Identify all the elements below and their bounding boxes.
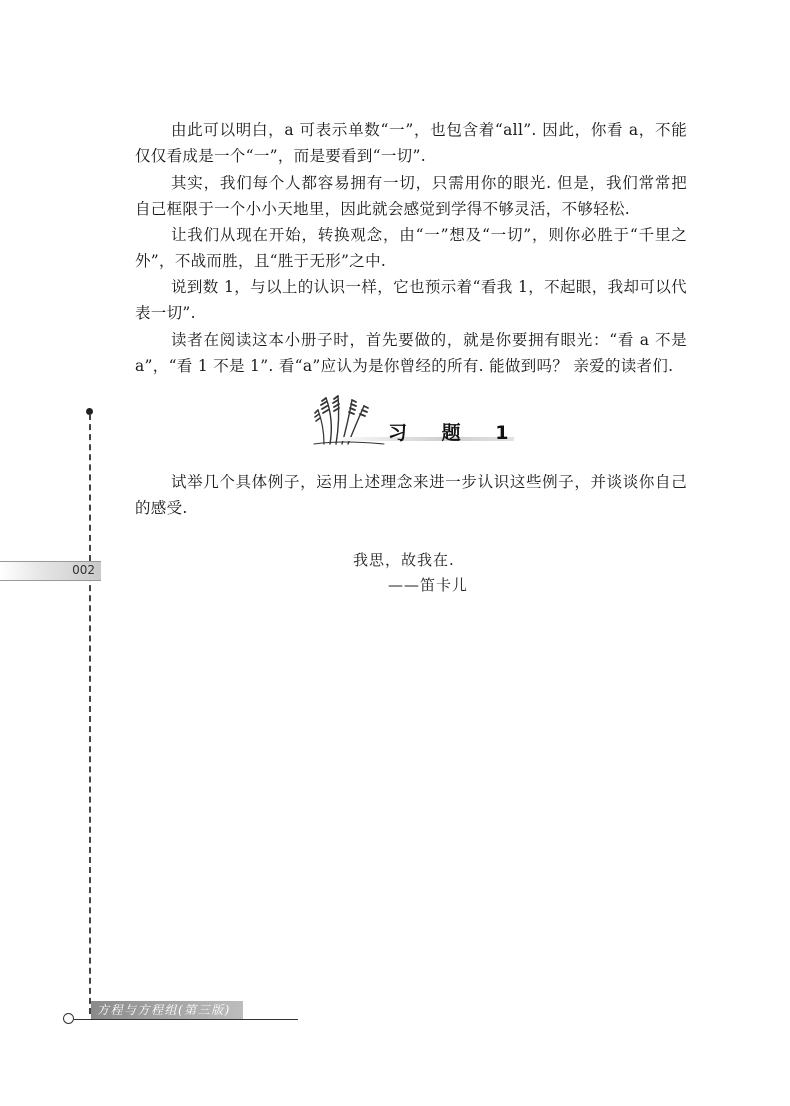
body-paragraph-2: 其实，我们每个人都容易拥有一切，只需用你的眼光. 但是，我们常常把自己框限于一个小小天地里，因此就会感觉到学得不够灵活，不够轻松. [135, 174, 687, 218]
quote-author: ——笛卡儿 [388, 576, 469, 594]
page-number: 002 [72, 563, 95, 577]
exercise-text: 试举几个具体例子，运用上述理念来进一步认识这些例子，并谈谈你自己的感受. [135, 473, 687, 517]
body-paragraph-5: 读者在阅读这本小册子时，首先要做的，就是你要拥有眼光：“看 a 不是 a”，“看 1 不是 1”. 看“a”应认为是你曾经的所有. 能做到吗？ 亲爱的读者们. [135, 331, 687, 375]
quote-text: 我思，故我在. [353, 551, 455, 569]
page-number-tab [0, 561, 101, 581]
footer-rule [74, 1019, 298, 1020]
exercise-heading: 习 题 1 [388, 422, 523, 444]
body-paragraph-4: 说到数 1，与以上的认识一样，它也预示着“看我 1，不起眼，我却可以代表一切”. [135, 278, 687, 322]
body-paragraph-1: 由此可以明白，a 可表示单数“一”，也包含着“all”. 因此，你看 a，不能仅仅看成是一个“一”，而是要看到“一切”. [135, 121, 687, 165]
footer-circle-icon [63, 1013, 74, 1024]
body-paragraph-3: 让我们从现在开始，转换观念，由“一”想及“一切”，则你必胜于“千里之外”，不战而胜，且“胜于无形”之中. [135, 226, 687, 270]
book-title: 方程与方程组(第三版) [91, 1001, 243, 1019]
margin-dashed-line [89, 414, 91, 1014]
